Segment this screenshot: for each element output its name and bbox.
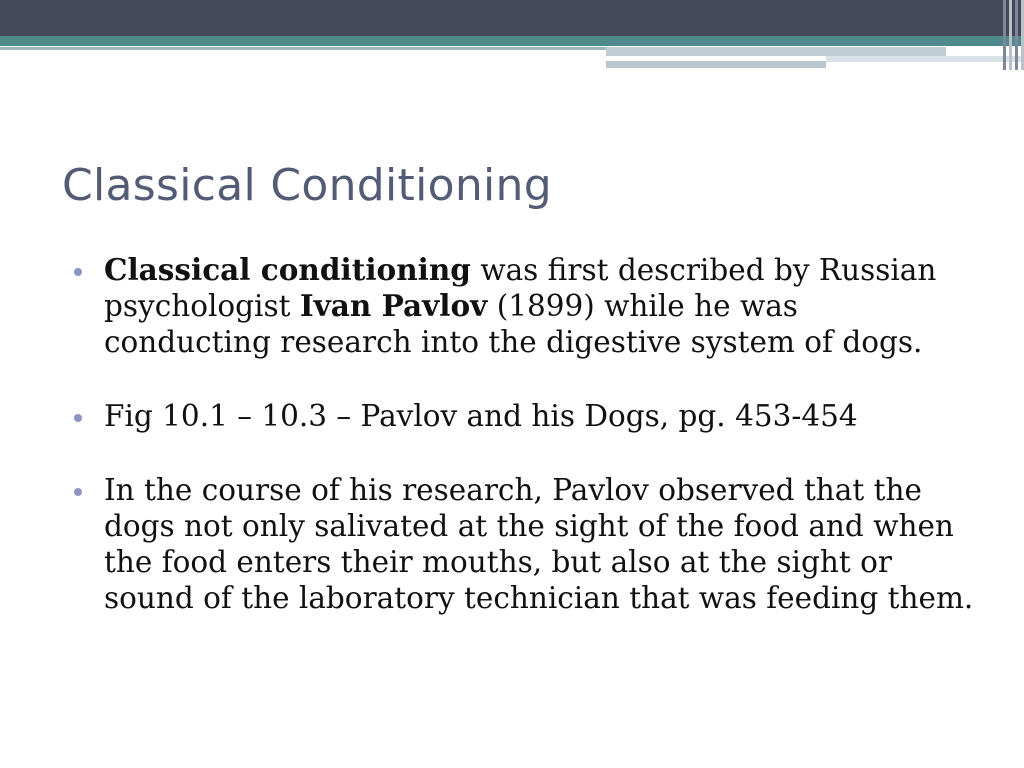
- header-accent-line: [0, 36, 1024, 46]
- bullet-item: [74, 252, 974, 360]
- header-decor-line: [0, 47, 606, 50]
- slide-title: Classical Conditioning: [62, 160, 552, 211]
- header-bar: [0, 0, 1024, 36]
- bullet-text: In the course of his research, Pavlov observed that the dogs not only salivated at the sight of the food and when the food enters their mouths, but also at the sight or sound of the laboratory technician that was feeding them.: [104, 473, 974, 615]
- header-decor-line: [606, 61, 826, 68]
- bullet-dot-icon: [74, 268, 82, 276]
- bullet-item: [74, 472, 974, 616]
- bullet-list: [74, 252, 974, 654]
- header-stripes: [994, 0, 1024, 70]
- bullet-text: (1899) while he was conducting research into the digestive system of dogs.: [104, 289, 923, 359]
- bullet-person: Ivan Pavlov: [299, 288, 488, 323]
- bullet-term: Classical conditioning: [104, 252, 471, 287]
- bullet-dot-icon: [74, 488, 82, 496]
- bullet-dot-icon: [74, 414, 82, 422]
- bullet-text: was first described by Russian psychologist: [104, 253, 937, 323]
- header-decor-line: [606, 47, 946, 56]
- bullet-text: Fig 10.1 – 10.3 – Pavlov and his Dogs, pg. 453-454: [104, 399, 858, 433]
- bullet-item: [74, 398, 974, 434]
